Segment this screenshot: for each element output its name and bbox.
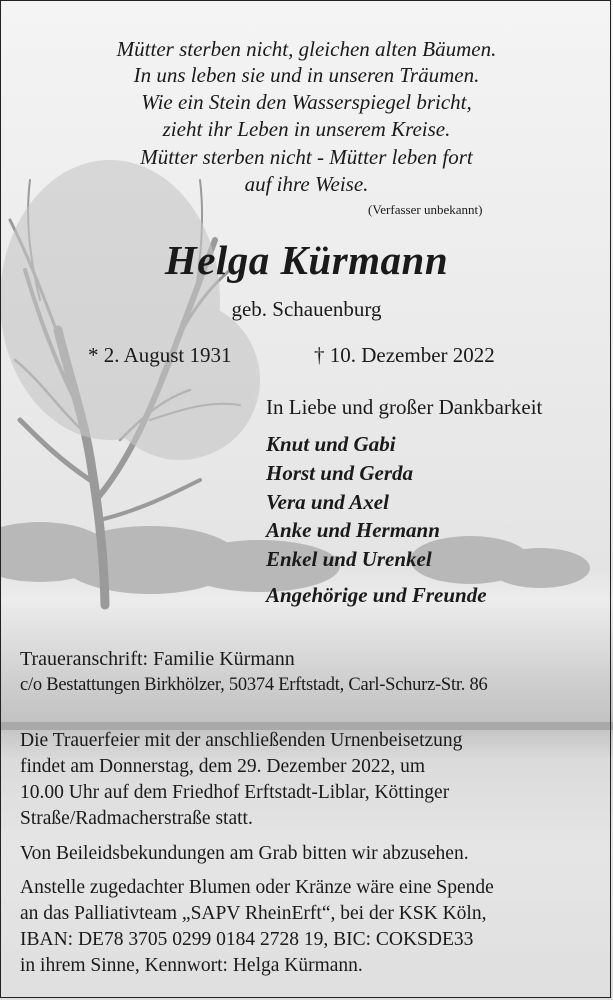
mourner-6: Angehörige und Freunde — [266, 583, 487, 607]
donation-text-2: an das Palliativteam „SAPV RheinErft“, bei der KSK Köln, — [20, 903, 487, 924]
mourner-2: Horst und Gerda — [266, 461, 414, 485]
ceremony-text-1: Die Trauerfeier mit der anschließenden Urnenbeisetzung — [20, 730, 463, 751]
dedication: In Liebe und großer Dankbarkeit — [266, 395, 543, 419]
mourning-address: c/o Bestattungen Birkhölzer, 50374 Erftstadt, Carl-Schurz-Str. 86 — [20, 675, 488, 695]
maiden-name: geb. Schauenburg — [231, 297, 382, 321]
poem-line-5: Mütter sterben nicht - Mütter leben fort — [140, 145, 473, 169]
condolence-note: Von Beileidsbekundungen am Grab bitten wir abzusehen. — [20, 843, 469, 864]
poem-line-1: Mütter sterben nicht, gleichen alten Bäumen. — [116, 37, 497, 61]
mourner-5: Enkel und Urenkel — [266, 547, 432, 571]
ceremony-text-4: Straße/Radmacherstraße statt. — [20, 808, 253, 829]
donation-text-1: Anstelle zugedachter Blumen oder Kränze wäre eine Spende — [20, 877, 494, 898]
birth-date: * 2. August 1931 — [88, 343, 232, 367]
mourner-4: Anke und Hermann — [266, 518, 440, 542]
poem-line-2: In uns leben sie und in unseren Träumen. — [133, 63, 480, 87]
poem-line-4: zieht ihr Leben in unserem Kreise. — [162, 117, 451, 141]
poem-author: (Verfasser unbekannt) — [368, 202, 483, 217]
poem-line-3: Wie ein Stein den Wasserspiegel bricht, — [141, 90, 472, 114]
mourner-3: Vera und Axel — [266, 490, 389, 514]
ceremony-text-3: 10.00 Uhr auf dem Friedhof Erftstadt-Liblar, Köttinger — [20, 782, 450, 803]
poem-line-6: auf ihre Weise. — [244, 172, 369, 196]
mourner-1: Knut und Gabi — [266, 432, 396, 456]
donation-text-4: in ihrem Sinne, Kennwort: Helga Kürmann. — [20, 955, 363, 976]
ceremony-text-2: findet am Donnerstag, dem 29. Dezember 2022, um — [20, 756, 426, 777]
donation-text-3: IBAN: DE78 3705 0299 0184 2728 19, BIC: COKSDE33 — [20, 929, 474, 950]
deceased-name: Helga Kürmann — [164, 237, 449, 283]
death-date: † 10. Dezember 2022 — [314, 343, 495, 367]
mourning-address-label: Traueranschrift: Familie Kürmann — [20, 648, 295, 670]
